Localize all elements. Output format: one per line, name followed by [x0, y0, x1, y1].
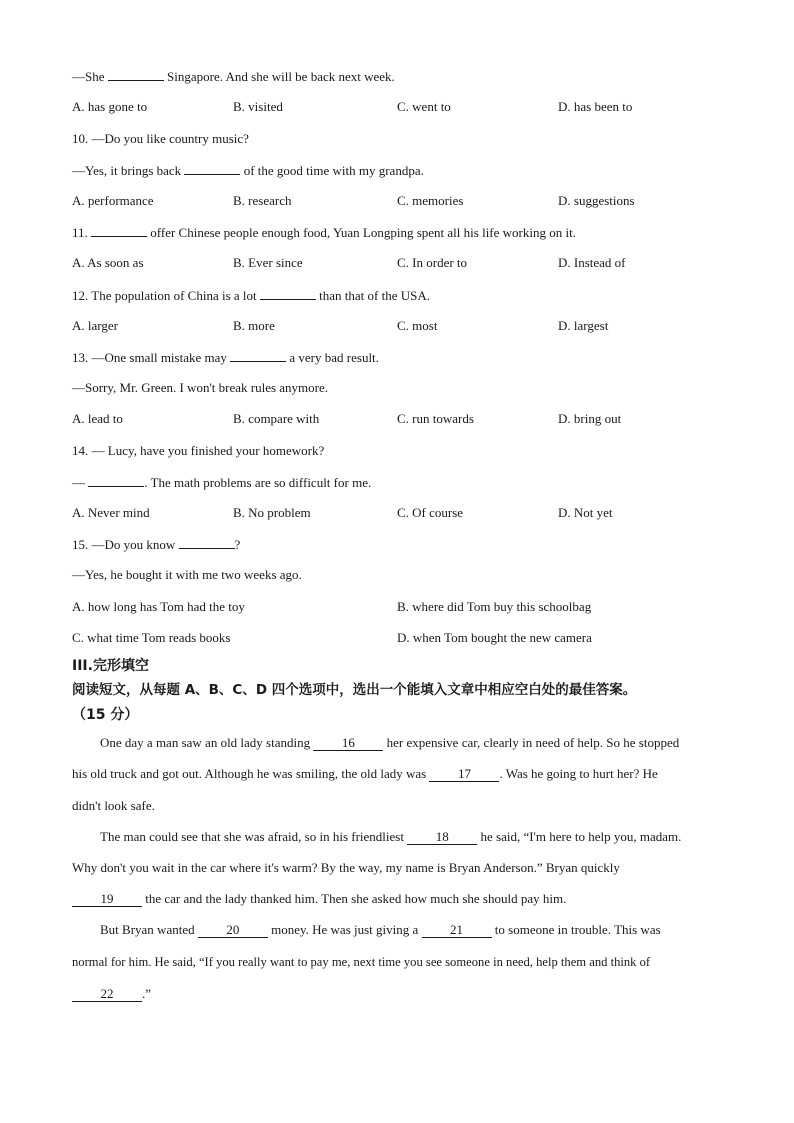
q10-stem-2a: —Yes, it brings back [72, 163, 185, 178]
q15-option-b: B. where did Tom buy this schoolbag [397, 599, 592, 614]
passage-line: didn't look safe. [72, 798, 155, 813]
q15-stem-2: —Yes, he bought it with me two weeks ago. [72, 567, 302, 582]
q14-stem-2 [72, 474, 371, 491]
blank-18: 18 [407, 830, 477, 845]
q13-option-a: A. lead to [72, 411, 123, 426]
q10-option-a: A. performance [72, 193, 154, 208]
passage-text: the car and the lady thanked him. Then she asked how much she should pay him. [142, 891, 567, 906]
q9-option-d: D. has been to [558, 99, 633, 114]
q9-blank [108, 68, 164, 81]
section-instruction-1: 阅读短文，从每题 A、B、C、D 四个选项中，选出一个能填入文章中相应空白处的最佳答案。 [72, 682, 637, 698]
passage-text: his old truck and got out. Although he was smiling, the old lady was [72, 766, 430, 781]
q10-option-c: C. memories [397, 193, 464, 208]
passage-text: he said, “I'm here to help you, madam. [477, 829, 682, 844]
blank-21: 21 [422, 923, 492, 938]
q9-stem-a: —She [72, 69, 108, 84]
q13-option-b: B. compare with [233, 411, 320, 426]
q13-stem-2: —Sorry, Mr. Green. I won't break rules anymore. [72, 380, 329, 395]
q14-stem-2a: — [72, 475, 89, 490]
q12-option-b: B. more [233, 318, 275, 333]
passage-line [72, 766, 658, 782]
q11-stem-a: 11. [72, 225, 92, 240]
q11-stem [72, 224, 576, 241]
q10-blank [184, 162, 240, 175]
q9-option-c: C. went to [397, 99, 451, 114]
q15-stem-1 [72, 536, 240, 553]
q9-option-b: B. visited [233, 99, 283, 114]
q15-blank [179, 536, 235, 549]
q14-blank [88, 474, 144, 487]
q13-blank [230, 349, 286, 362]
q10-option-b: B. research [233, 193, 292, 208]
q11-option-c: C. In order to [397, 255, 468, 270]
passage-line: normal for him. He said, “If you really want to pay me, next time you see someone in need, help them and think of [72, 955, 651, 969]
q13-option-c: C. run towards [397, 411, 474, 426]
blank-17: 17 [429, 767, 499, 782]
passage-line [72, 986, 151, 1002]
q12-stem [72, 287, 430, 304]
q12-stem-b: than that of the USA. [315, 288, 430, 303]
q10-stem-2b: of the good time with my grandpa. [240, 163, 424, 178]
q15-stem-1a: 15. —Do you know [72, 537, 179, 552]
q15-option-d: D. when Tom bought the new camera [397, 630, 592, 645]
q13-stem-1b: a very bad result. [286, 350, 379, 365]
q15-option-a: A. how long has Tom had the toy [72, 599, 245, 614]
passage-text: The man could see that she was afraid, so in his friendliest [100, 829, 408, 844]
q10-stem-1: 10. —Do you like country music? [72, 131, 249, 146]
passage-text: . Was he going to hurt her? He [499, 766, 658, 781]
q12-option-d: D. largest [558, 318, 609, 333]
q11-option-a: A. As soon as [72, 255, 144, 270]
passage-line [100, 735, 679, 751]
q9-option-a: A. has gone to [72, 99, 148, 114]
q14-option-b: B. No problem [233, 505, 311, 520]
q10-option-d: D. suggestions [558, 193, 635, 208]
passage-line [100, 829, 681, 845]
q11-stem-b: offer Chinese people enough food, Yuan Longping spent all his life working on it. [147, 225, 576, 240]
passage-text: money. He was just giving a [267, 922, 422, 937]
section-title: III.完形填空 [72, 658, 149, 674]
blank-19: 19 [72, 892, 142, 907]
blank-16: 16 [313, 736, 383, 751]
q12-blank [260, 287, 316, 300]
q9-stem-b: Singapore. And she will be back next week. [163, 69, 395, 84]
q11-option-b: B. Ever since [233, 255, 303, 270]
q14-stem-2b: . The math problems are so difficult for me. [144, 475, 372, 490]
q9-stem [72, 68, 395, 85]
passage-line: Why don't you wait in the car where it's warm? By the way, my name is Bryan Anderson.” Bryan quickly [72, 860, 620, 875]
q14-option-d: D. Not yet [558, 505, 613, 520]
q12-stem-a: 12. The population of China is a lot [72, 288, 260, 303]
passage-line [72, 891, 566, 907]
q15-option-c: C. what time Tom reads books [72, 630, 231, 645]
q11-option-d: D. Instead of [558, 255, 626, 270]
passage-text: One day a man saw an old lady standing [100, 735, 314, 750]
q14-stem-1: 14. — Lucy, have you finished your homework? [72, 443, 325, 458]
q15-stem-1b: ? [234, 537, 241, 552]
passage-text: .” [142, 986, 152, 1001]
q13-stem-1a: 13. —One small mistake may [72, 350, 231, 365]
q10-stem-2 [72, 162, 424, 179]
blank-20: 20 [198, 923, 268, 938]
passage-text: to someone in trouble. This was [491, 922, 661, 937]
q14-option-a: A. Never mind [72, 505, 150, 520]
passage-text: her expensive car, clearly in need of help. So he stopped [383, 735, 680, 750]
section-instruction-2: （15 分） [72, 707, 139, 723]
q11-blank [91, 224, 147, 237]
passage-line [100, 922, 661, 938]
q14-option-c: C. Of course [397, 505, 464, 520]
q12-option-a: A. larger [72, 318, 118, 333]
q13-stem-1 [72, 349, 379, 366]
passage-text: But Bryan wanted [100, 922, 198, 937]
q12-option-c: C. most [397, 318, 438, 333]
q13-option-d: D. bring out [558, 411, 622, 426]
blank-22: 22 [72, 987, 142, 1002]
